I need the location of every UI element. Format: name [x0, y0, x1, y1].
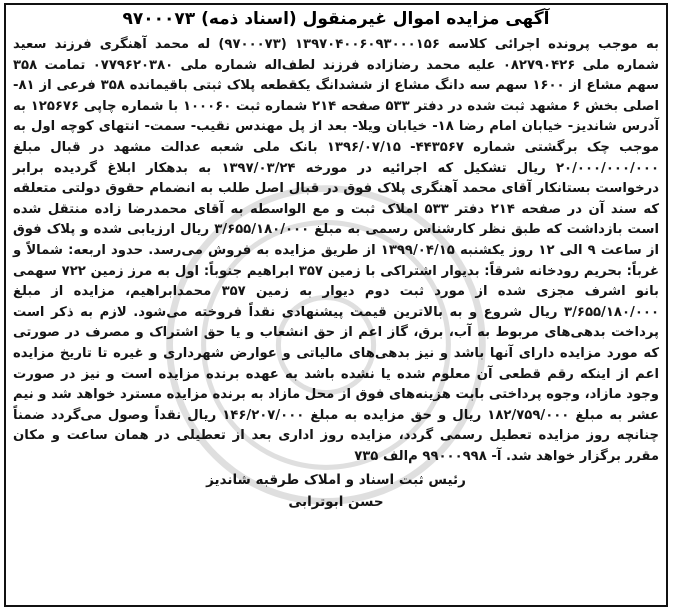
notice-body: به موجب پرونده اجرائی کلاسه ۱۳۹۷۰۴۰۰۶۰۹۳۰۰۰۱۵۶ (۹۷۰۰۰۷۳) له محمد آهنگری فرزند سعید شماره ملی ۰۸۲۷۹۰۴۲۶ علیه محمد رضازاده فرزند لطف‌اله شماره ملی ۰۷۷۹۶۲۰۳۸۰ تمامت ۳۵۸ سهم مشاع از ۱۶۰۰ سهم سه دانگ مشاع از ششدانگ یکقطعه پلاک ثبتی باقیمانده ۳۵۸ فرعی از ۸۱- اصلی بخش ۶ مشهد ثبت شده در دفتر ۵۳۳ صفحه ۲۱۴ شماره ثبت ۱۰۰۰۶۰ با شماره چاپی ۱۲۵۶۷۶ به آدرس شاندیز- خیابان امام رضا ۱۸- خیابان ویلا- بعد از پل مهندس نقیب- سمت- انتهای کوچه اول به موجب چک برگشتی شماره ۴۴۳۵۶۷- ۱۳۹۶/۰۷/۱۵ بانک ملی شعبه عدالت مشهد در قبال مبلغ ۲۰/۰۰۰/۰۰۰/۰۰۰ ریال تشکیل که اجرائیه در مورخه ۱۳۹۷/۰۳/۲۴ به بدهکار ابلاغ گردیده برابر درخواست بستانکار آقای محمد آهنگری پلاک فوق در قبال اصل طلب به انضمام حقوق دولتی متعلقه که سند آن در صفحه ۲۱۴ دفتر ۵۳۳ املاک ثبت و مع الواسطه به آقای محمدرضا زاده منتقل شده است بازداشت که طبق نظر کارشناس رسمی به مبلغ ۳/۶۵۵/۱۸۰/۰۰۰ ریال ارزیابی شده و پلاک فوق از ساعت ۹ الی ۱۲ روز یکشنبه ۱۳۹۹/۰۴/۱۵ از طریق مزایده به فروش می‌رسد. حدود اربعه: شمالاً و غرباً: بحریم رودخانه شرقاً: بدیوار اشتراکی با زمین ۳۵۷ ابراهیم جنوباً: اول به مرز زمین ۷۲۲ سهمی بانو اشرف مجزی شده از مورد ثبت دوم دیوار به زمین ۳۵۷ محمدابراهیم، مزایده از مبلغ ۳/۶۵۵/۱۸۰/۰۰۰ ریال شروع و به بالاترین قیمت پیشنهادی نقداً فروخته می‌شود. لازم به ذکر است پرداخت بدهی‌های مربوط به آب، برق، گاز اعم از حق انشعاب و یا حق اشتراک و مصرف در صورتی که مورد مزایده دارای آنها باشد و نیز بدهی‌های مالیاتی و عوارض شهرداری و غیره تا تاریخ مزایده اعم از اینکه رقم قطعی آن معلوم شده یا نشده باشد به عهده برنده مزایده است و نیز در صورت وجود مازاد، وجوه پرداختی بابت هزینه‌های فوق از محل مازاد به برنده مزایده مسترد خواهد شد و نیم عشر به مبلغ ۱۸۲/۷۵۹/۰۰۰ ریال و حق مزایده به مبلغ ۱۴۶/۲۰۷/۰۰۰ ریال نقداً وصول می‌گردد ضمناً چنانچه روز مزایده تعطیل رسمی گردد، مزایده روز اداری بعد از تعطیلی در همان ساعت و مکان مقرر برگزار خواهد شد. آ- ۹۹۰۰۰۹۹۸ م‌الف ۷۳۵: [13, 37, 660, 464]
signature-block: [6, 469, 666, 513]
signature-name: حسن ابوترابی: [288, 494, 384, 511]
auction-notice: [4, 3, 668, 607]
notice-title: آگهی مزایده اموال غیرمنقول (اسناد ذمه) ۹۷۰۰۰۷۳: [122, 9, 550, 29]
signature-title: رئیس ثبت اسناد و املاک طرقبه شاندیز: [206, 472, 466, 489]
